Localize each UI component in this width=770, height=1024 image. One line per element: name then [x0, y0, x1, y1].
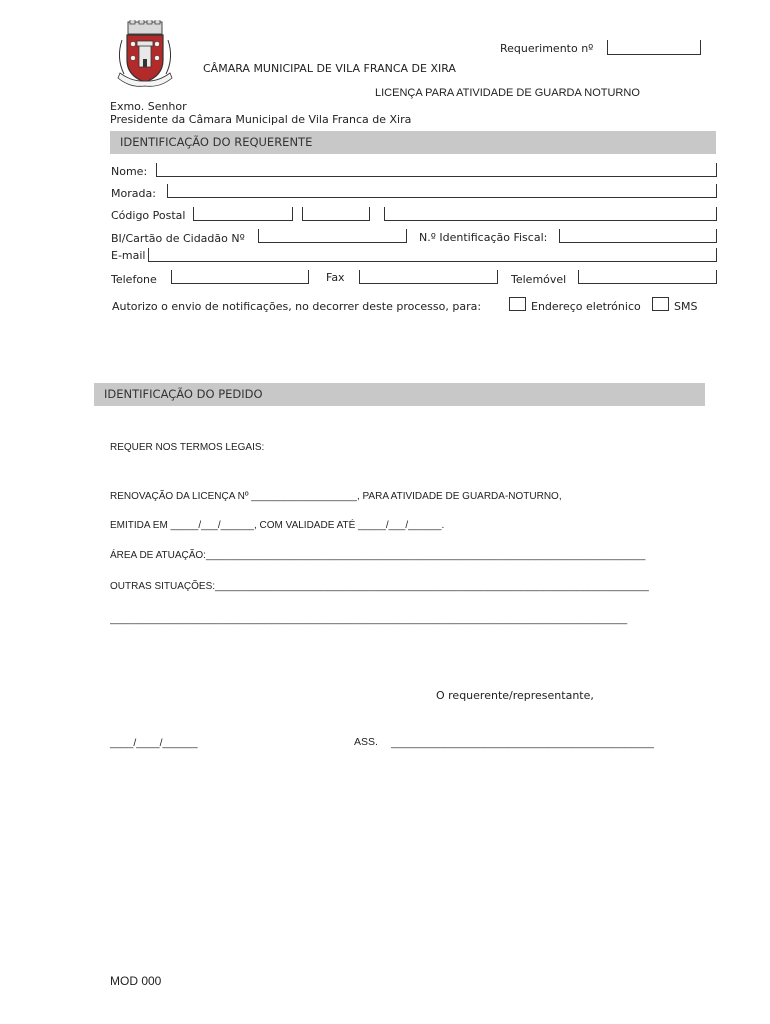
requerimento-label: Requerimento nº	[500, 42, 594, 55]
nome-field[interactable]	[156, 163, 717, 177]
codigo-postal-field-2[interactable]	[302, 207, 370, 221]
morada-field[interactable]	[167, 184, 717, 198]
requer-text: REQUER NOS TERMOS LEGAIS:	[110, 442, 265, 453]
area-atuacao-text: ÁREA DE ATUAÇÃO:_______________________________________________________________________________	[110, 550, 646, 561]
sms-notification-checkbox[interactable]	[652, 297, 669, 311]
codigo-postal-label: Código Postal	[111, 209, 186, 222]
telemovel-label: Telemóvel	[511, 273, 567, 286]
form-title: LICENÇA PARA ATIVIDADE DE GUARDA NOTURNO	[375, 87, 640, 99]
email-notification-label: Endereço eletrónico	[531, 300, 641, 313]
bi-field[interactable]	[258, 229, 407, 243]
email-field[interactable]	[148, 248, 717, 262]
telefone-label: Telefone	[111, 273, 157, 286]
municipal-coat-of-arms-icon	[110, 20, 180, 90]
signature-blank: _____________________________________________	[391, 737, 654, 749]
localidade-field[interactable]	[384, 207, 717, 221]
emitida-text: EMITIDA EM _____/___/______, COM VALIDADE ATÉ _____/___/______.	[110, 520, 445, 531]
addressee-line-2: Presidente da Câmara Municipal de Vila Franca de Xira	[110, 113, 412, 126]
section-header-pedido	[94, 383, 705, 406]
addressee-line-1: Exmo. Senhor	[110, 100, 187, 113]
fax-label: Fax	[326, 271, 345, 284]
email-notification-checkbox[interactable]	[509, 297, 526, 311]
codigo-postal-field-1[interactable]	[193, 207, 293, 221]
requerente-representante-label: O requerente/representante,	[436, 689, 594, 702]
nif-label: N.º Identificação Fiscal:	[419, 231, 548, 244]
section-title-pedido: IDENTIFICAÇÃO DO PEDIDO	[104, 387, 263, 401]
nif-field[interactable]	[559, 229, 717, 243]
requerimento-number-field[interactable]	[607, 40, 701, 55]
notificacoes-text: Autorizo o envio de notificações, no decorrer deste processo, para:	[112, 300, 482, 313]
telefone-field[interactable]	[171, 270, 309, 284]
morada-label: Morada:	[111, 187, 156, 200]
bi-label: BI/Cartão de Cidadão Nº	[111, 232, 245, 245]
outras-situacoes-text: OUTRAS SITUAÇÕES:______________________________________________________________________________	[110, 581, 649, 592]
signature-date-blank: ____/____/______	[110, 737, 198, 749]
section-header-requerente	[110, 131, 716, 154]
ass-label: ASS.	[354, 736, 378, 748]
fax-field[interactable]	[359, 270, 498, 284]
renovacao-text: RENOVAÇÃO DA LICENÇA Nº ___________________, PARA ATIVIDADE DE GUARDA-NOTURNO,	[110, 491, 562, 502]
additional-blank-line: _____________________________________________________________________________________________	[110, 614, 628, 625]
form-model-code: MOD 000	[110, 974, 162, 988]
email-label: E-mail	[111, 249, 146, 262]
sms-notification-label: SMS	[674, 300, 698, 313]
nome-label: Nome:	[111, 165, 148, 178]
telemovel-field[interactable]	[578, 270, 717, 284]
section-title-requerente: IDENTIFICAÇÃO DO REQUERENTE	[120, 135, 313, 149]
institution-name: CÂMARA MUNICIPAL DE VILA FRANCA DE XIRA	[203, 62, 456, 75]
